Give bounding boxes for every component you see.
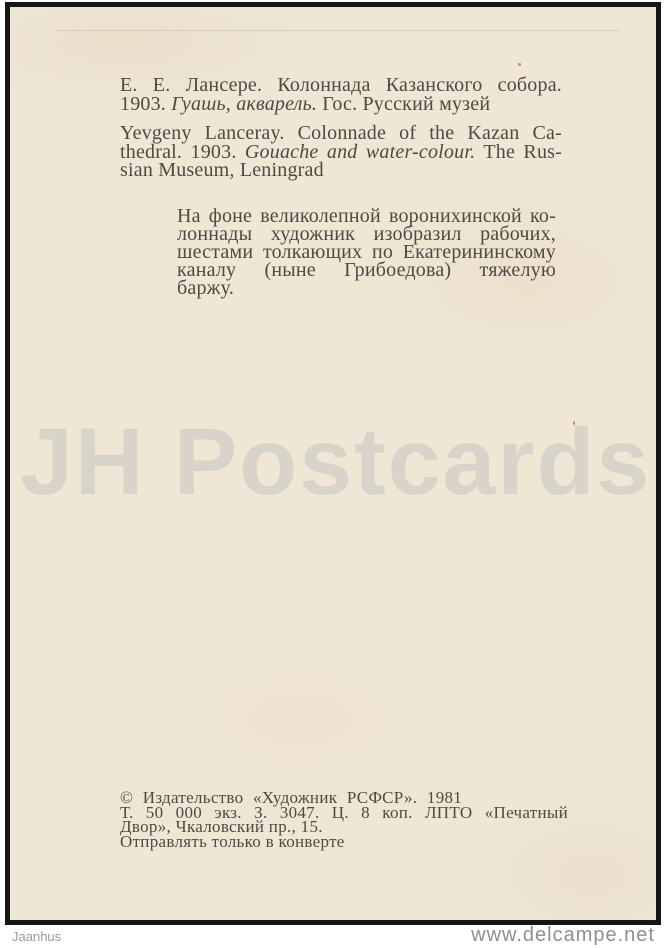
description-line: На фоне великолепной воронихинской ко- (177, 205, 556, 227)
imprint-print-data: Т. 50 000 экз. З. 3047. Ц. 8 коп. ЛПТО «Печатный (120, 802, 568, 822)
caption-en-line1: Yevgeny Lanceray. Colonnade of the Kazan Ca- (120, 122, 562, 144)
description-line: баржу. (177, 277, 235, 299)
caption-english (120, 124, 562, 180)
caption-en-year: thedral. 1903. (120, 140, 245, 163)
caption-ru-medium: Гуашь, акварель. (171, 92, 318, 115)
description-line: шестами толкающих по Екатерининскому (177, 241, 556, 263)
crease-line (55, 30, 620, 31)
postcard-back (5, 2, 661, 925)
caption-russian (120, 76, 562, 113)
caption-ru-line1: Е. Е. Лансере. Колоннада Казанского собора. (120, 74, 562, 96)
paper-speck (518, 63, 521, 66)
description-line: каналу (ныне Грибоедова) тяжелую (177, 259, 556, 281)
seller-name-label: Jaanhus (12, 929, 62, 944)
caption-ru-museum: Гос. Русский музей (317, 92, 491, 115)
caption-en-medium: Gouache and water-colour. (244, 140, 476, 163)
caption-ru-year: 1903. (120, 92, 172, 115)
caption-en-line3: sian Museum, Leningrad (120, 159, 324, 181)
seller-watermark: JH Postcards (20, 409, 652, 515)
description-line: лоннады художник изобразил рабочих, (177, 223, 556, 245)
imprint-publisher: © Издательство «Художник РСФСР». 1981 (120, 788, 463, 807)
caption-ru-line2 (120, 92, 562, 115)
caption-en-museum: The Rus- (475, 140, 562, 163)
description-paragraph (177, 207, 556, 297)
imprint-address: Двор», Чкаловский пр., 15. (120, 817, 323, 836)
delcampe-watermark: www.delcampe.net (471, 924, 655, 946)
imprint-mailing-note: Отправлять только в конверте (120, 831, 345, 851)
publisher-imprint (120, 788, 568, 851)
